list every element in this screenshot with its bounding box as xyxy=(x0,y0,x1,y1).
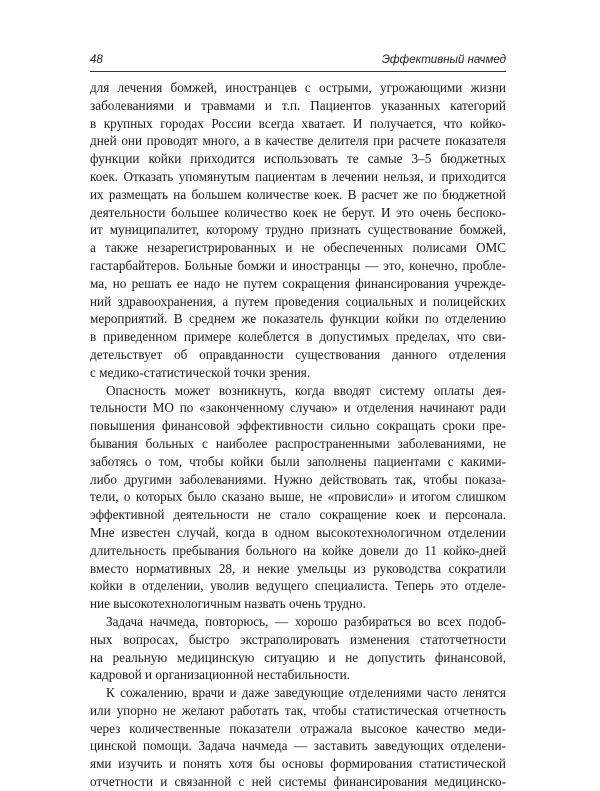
text-line: койки в отделении, уволив ведущего специалиста. Теперь это отделе- xyxy=(90,578,506,594)
text-line: кадровой и организационной нестабильности. xyxy=(90,667,350,683)
paragraph xyxy=(90,79,506,382)
text-line: Мне известен случай, когда в одном высокотехнологичном отделении xyxy=(90,524,506,540)
text-line: Опасность может возникнуть, когда вводят систему оплаты дея- xyxy=(106,382,506,398)
text-line: в крупных городах России всегда хватает. И получается, что койко- xyxy=(90,115,506,131)
text-line: детельствует об оправданности существования данного отделения xyxy=(90,346,506,362)
text-line: ние высокотехнологичным назвать очень трудно. xyxy=(90,596,366,612)
text-line: гастарбайтеров. Больные бомжи и иностранцы — это, конечно, пробле- xyxy=(90,257,506,273)
running-title: Эффективный начмед xyxy=(381,54,506,66)
text-line: мероприятий. В среднем же показатель функции койки по отделению xyxy=(90,311,506,327)
text-line: длительность пребывания больного на койке довели до 11 койко-дней xyxy=(90,542,506,558)
text-line: деятельности большее количество коек не берут. И это очень беспоко- xyxy=(90,204,506,220)
text-line: ями изучить и понять хотя бы основы формирования статистической xyxy=(90,756,506,772)
text-line: для лечения бомжей, иностранцев с острыми, угрожающими жизни xyxy=(90,80,506,95)
text-line: через количественные показатели отражала высокое качество меди- xyxy=(90,720,506,736)
text-line: дней они проводят много, а в качестве делителя при расчете показателя xyxy=(90,133,506,149)
text-line: тельности МО по «законченному случаю» и отделения начинают ради xyxy=(90,400,506,416)
text-line: цинской помощи. Задача начмеда — заставить заведующих отделени- xyxy=(90,738,506,754)
text-line: повышения финансовой эффективности сильно сокращать сроки пре- xyxy=(90,418,506,434)
text-line: бывания больных с наиболее распространенными заболеваниями, не xyxy=(90,435,506,451)
paragraph xyxy=(90,382,506,613)
text-line: вместо нормативных 28, и некие умельцы из руководства сократили xyxy=(90,560,506,576)
text-line: ных вопросах, быстро экстраполировать изменения статотчетности xyxy=(90,631,506,647)
text-line: Задача начмеда, повторюсь, — хорошо разбираться во всех подоб- xyxy=(106,613,506,629)
text-line: а также незарегистрированных и не обеспеченных полисами ОМС xyxy=(90,240,506,256)
paragraph xyxy=(90,613,506,684)
text-line: ит муниципалитет, которому трудно признать существование бомжей, xyxy=(90,222,506,238)
text-line: заботясь о том, чтобы койки были заполнены пациентами с какими- xyxy=(90,453,506,469)
header-divider xyxy=(90,71,506,72)
text-line: либо другими заболеваниями. Нужно действовать так, чтобы показа- xyxy=(90,471,506,487)
text-line: тели, о которых было сказано выше, не «провисли» и итогом слишком xyxy=(90,489,506,505)
text-line: ний здравоохранения, а путем проведения социальных и полицейских xyxy=(90,293,506,309)
text-line: эффективной деятельности не стало сокращение коек и персонала. xyxy=(90,507,506,523)
text-line: заболеваниями и травмами и т.п. Пациентов указанных категорий xyxy=(90,97,506,113)
page-header xyxy=(90,52,506,68)
page-number: 48 xyxy=(90,54,103,66)
text-line: в приведенном примере колеблется в допустимых пределах, что сви- xyxy=(90,329,506,345)
text-line: их размещать на большем количестве коек. В расчет же по бюджетной xyxy=(90,186,506,202)
text-line: с медико-статистической точки зрения. xyxy=(90,364,311,380)
text-line: отчетности и связанной с ней системы финансирования медицинско- xyxy=(90,774,506,790)
paragraph xyxy=(90,684,506,791)
text-line: или упорно не желают работать так, чтобы статистическая отчетность xyxy=(90,702,506,718)
text-line: на реальную медицинскую ситуацию и не допустить финансовой, xyxy=(90,649,506,665)
text-line: функции койки приходится использовать те самые 3–5 бюджетных xyxy=(90,151,506,167)
body-text xyxy=(90,79,506,791)
text-line: ма, но решать ее надо не путем сокращения финансирования учрежде- xyxy=(90,275,506,291)
text-line: К сожалению, врачи и даже заведующие отделениями часто ленятся xyxy=(106,685,506,701)
text-line: коек. Отказать упомянутым пациентам в лечении нельзя, и приходится xyxy=(90,168,506,184)
